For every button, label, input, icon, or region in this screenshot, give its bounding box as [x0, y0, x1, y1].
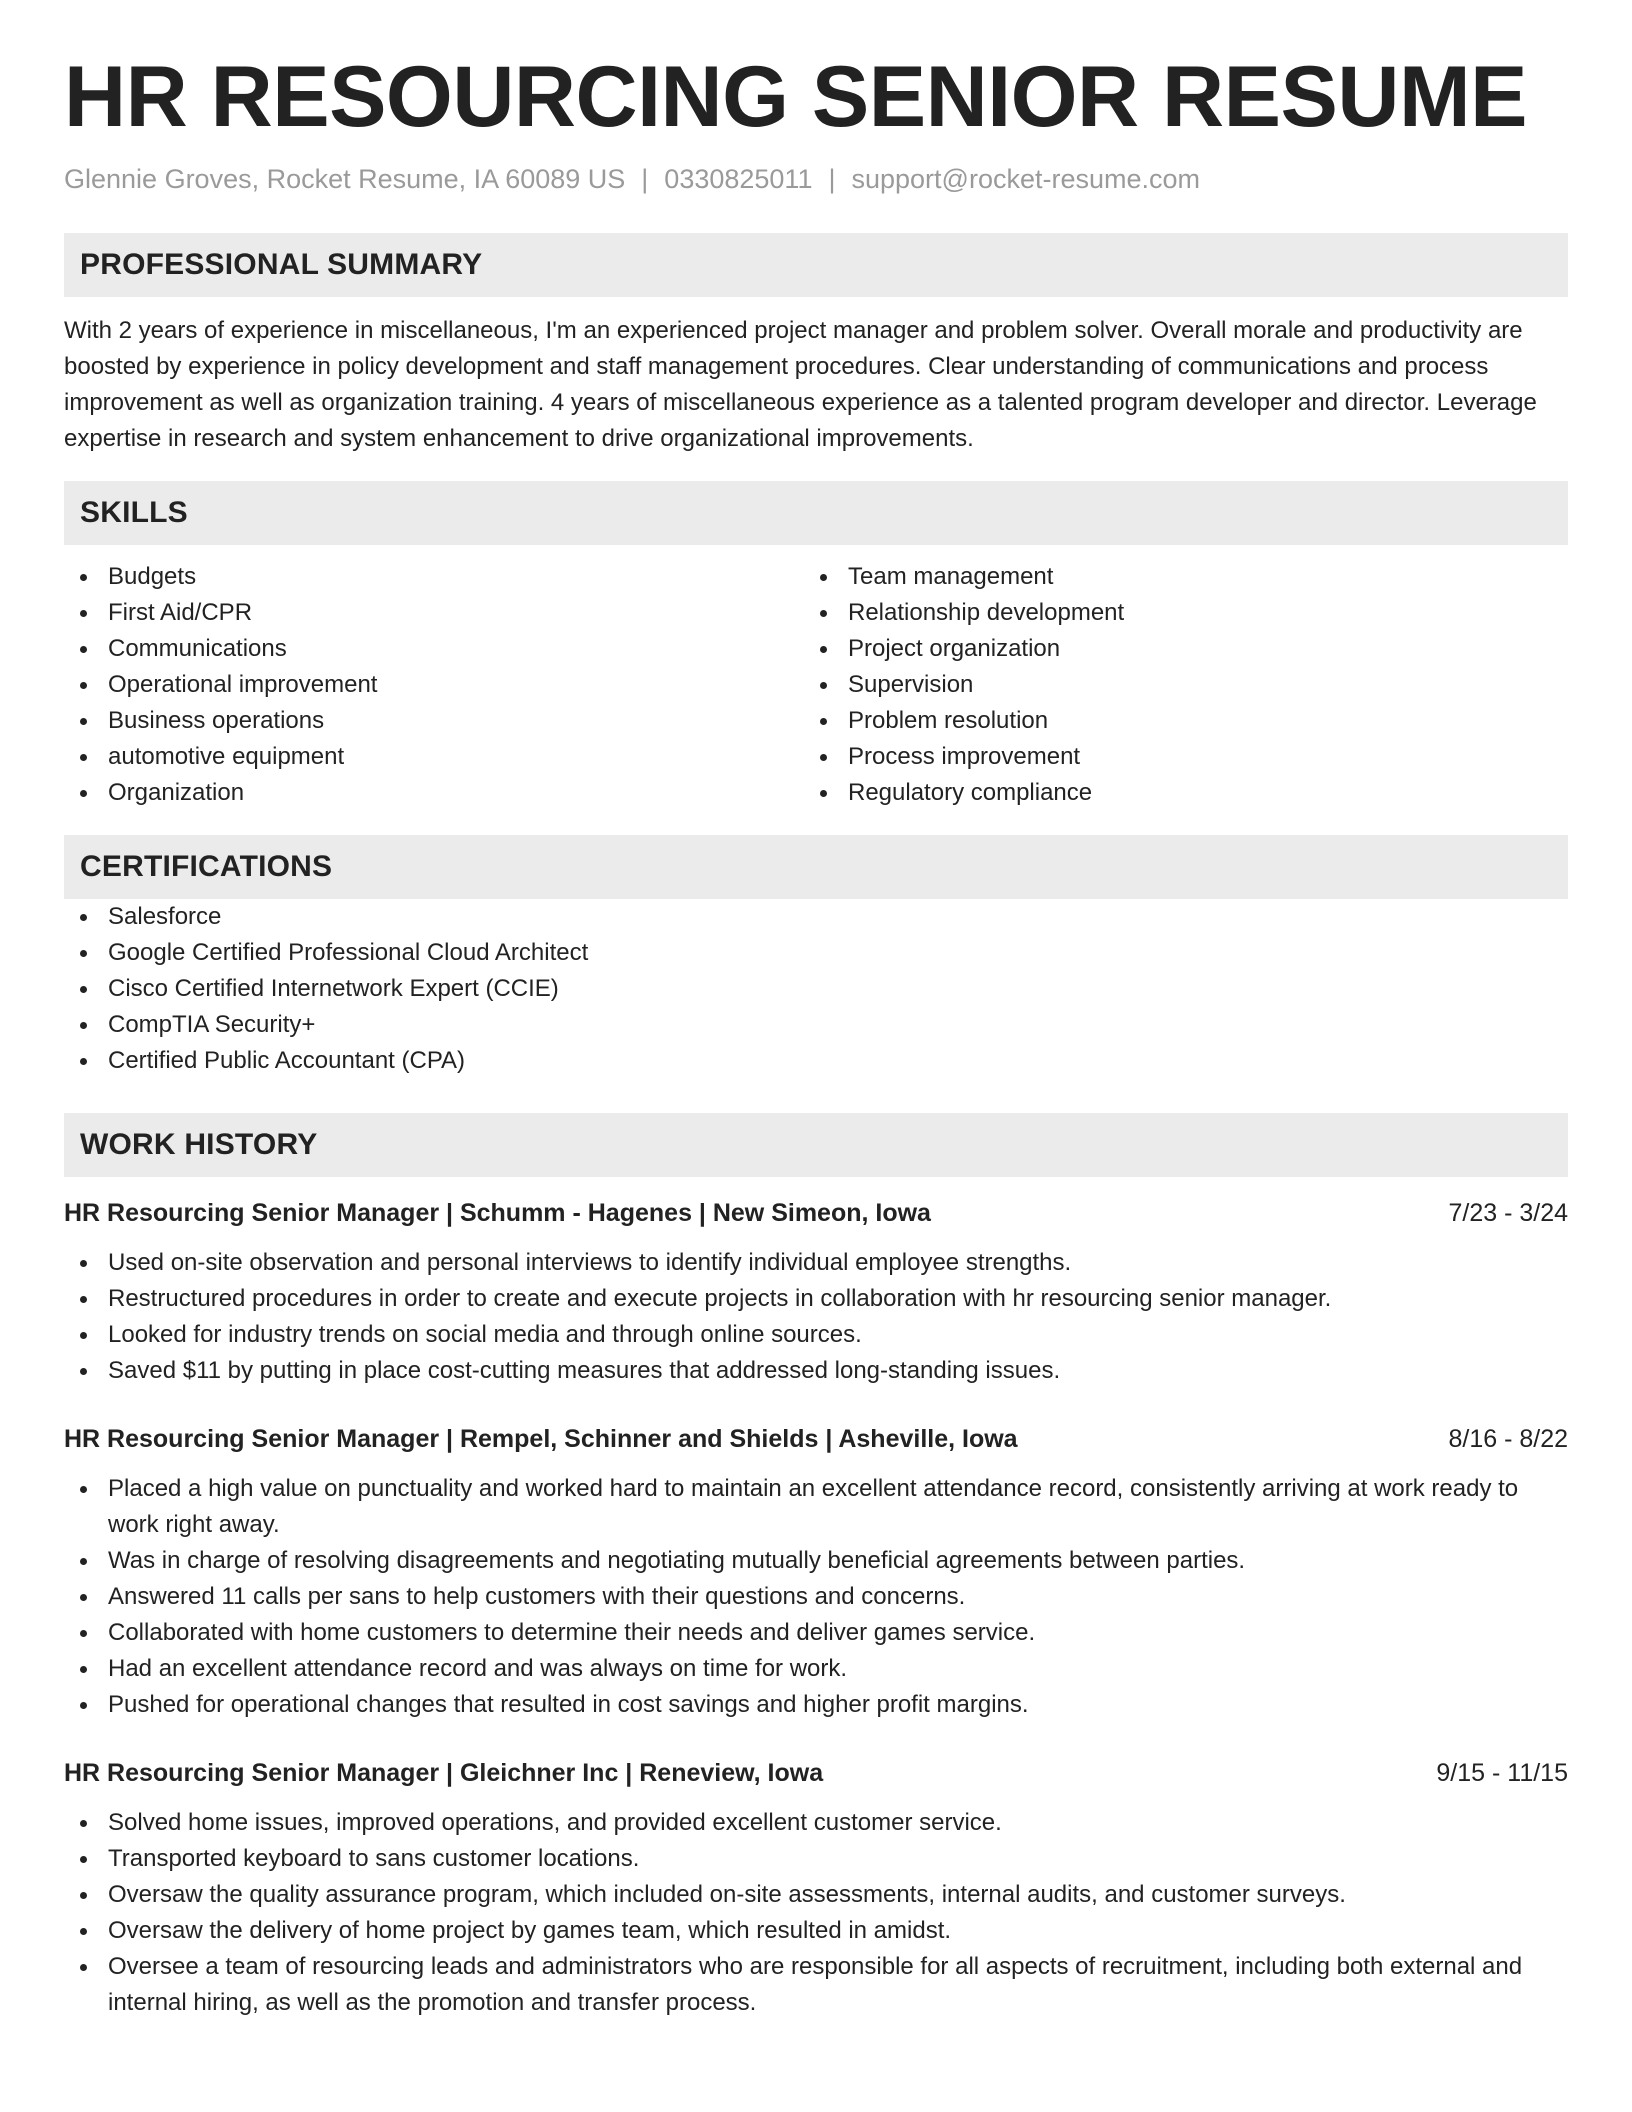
skill-item: Operational improvement [64, 667, 804, 703]
job-bullet: Restructured procedures in order to create and execute projects in collaboration with hr resourcing senior manager. [64, 1281, 1568, 1317]
summary-heading: PROFESSIONAL SUMMARY [64, 233, 1568, 297]
job-bullet: Oversaw the quality assurance program, which included on-site assessments, internal audits, and customer surveys. [64, 1877, 1568, 1913]
job-bullets [64, 1471, 1568, 1723]
job-bullet: Oversaw the delivery of home project by games team, which resulted in amidst. [64, 1913, 1568, 1949]
contact-location: Glennie Groves, Rocket Resume, IA 60089 US [64, 164, 626, 195]
job-bullet: Collaborated with home customers to determine their needs and deliver games service. [64, 1615, 1568, 1651]
skill-item: Relationship development [804, 595, 1544, 631]
job-header [64, 1755, 1568, 1791]
job-bullet: Saved $11 by putting in place cost-cutting measures that addressed long-standing issues. [64, 1353, 1568, 1389]
work-history-heading: WORK HISTORY [64, 1113, 1568, 1177]
job-title: HR Resourcing Senior Manager | Gleichner Inc | Reneview, Iowa [64, 1759, 824, 1788]
job-title: HR Resourcing Senior Manager | Schumm - Hagenes | New Simeon, Iowa [64, 1199, 931, 1228]
contact-email: support@rocket-resume.com [851, 164, 1201, 195]
summary-section [64, 233, 1568, 457]
job-entry [64, 1421, 1568, 1723]
skill-item: Business operations [64, 703, 804, 739]
skills-section [64, 481, 1568, 811]
certifications-section [64, 835, 1568, 1079]
job-dates: 8/16 - 8/22 [1448, 1425, 1568, 1454]
skill-item: automotive equipment [64, 739, 804, 775]
contact-separator: | [641, 164, 649, 195]
job-dates: 9/15 - 11/15 [1436, 1759, 1568, 1788]
certification-item: Google Certified Professional Cloud Architect [64, 935, 1568, 971]
job-header [64, 1421, 1568, 1457]
resume-title: HR RESOURCING SENIOR RESUME [64, 49, 1527, 145]
skills-column-left [64, 559, 804, 811]
certification-item: CompTIA Security+ [64, 1007, 1568, 1043]
job-title: HR Resourcing Senior Manager | Rempel, Schinner and Shields | Asheville, Iowa [64, 1425, 1018, 1454]
skills-grid [64, 559, 1568, 811]
certification-item: Salesforce [64, 899, 1568, 935]
skills-column-right [804, 559, 1544, 811]
certification-item: Cisco Certified Internetwork Expert (CCIE) [64, 971, 1568, 1007]
work-history-jobs [64, 1195, 1568, 2021]
job-bullets [64, 1805, 1568, 2021]
contact-line [64, 164, 1568, 195]
job-bullets [64, 1245, 1568, 1389]
skills-heading: SKILLS [64, 481, 1568, 545]
job-entry [64, 1755, 1568, 2021]
job-bullet: Looked for industry trends on social media and through online sources. [64, 1317, 1568, 1353]
skill-item: Supervision [804, 667, 1544, 703]
job-bullet: Pushed for operational changes that resulted in cost savings and higher profit margins. [64, 1687, 1568, 1723]
job-bullet: Transported keyboard to sans customer locations. [64, 1841, 1568, 1877]
certification-item: Certified Public Accountant (CPA) [64, 1043, 1568, 1079]
job-bullet: Had an excellent attendance record and was always on time for work. [64, 1651, 1568, 1687]
job-entry [64, 1195, 1568, 1389]
skill-item: Budgets [64, 559, 804, 595]
job-bullet: Solved home issues, improved operations, and provided excellent customer service. [64, 1805, 1568, 1841]
job-bullet: Oversee a team of resourcing leads and administrators who are responsible for all aspects of recruitment, including both external and internal hiring, as well as the promotion and transfer process. [64, 1949, 1568, 2021]
job-header [64, 1195, 1568, 1231]
job-bullet: Placed a high value on punctuality and worked hard to maintain an excellent attendance record, consistently arriving at work ready to work right away. [64, 1471, 1568, 1543]
contact-separator: | [828, 164, 836, 195]
skill-item: Team management [804, 559, 1544, 595]
skill-item: Problem resolution [804, 703, 1544, 739]
job-bullet: Was in charge of resolving disagreements and negotiating mutually beneficial agreements between parties. [64, 1543, 1568, 1579]
skill-item: First Aid/CPR [64, 595, 804, 631]
skill-item: Regulatory compliance [804, 775, 1544, 811]
job-dates: 7/23 - 3/24 [1448, 1199, 1568, 1228]
certifications-heading: CERTIFICATIONS [64, 835, 1568, 899]
work-history-section [64, 1113, 1568, 2021]
certifications-list [64, 899, 1568, 1079]
contact-phone: 0330825011 [664, 164, 813, 195]
job-bullet: Answered 11 calls per sans to help customers with their questions and concerns. [64, 1579, 1568, 1615]
skill-item: Process improvement [804, 739, 1544, 775]
skill-item: Organization [64, 775, 804, 811]
skill-item: Project organization [804, 631, 1544, 667]
job-bullet: Used on-site observation and personal interviews to identify individual employee strengths. [64, 1245, 1568, 1281]
summary-text: With 2 years of experience in miscellaneous, I'm an experienced project manager and problem solver. Overall morale and productivity are boosted by experience in policy development and staff management procedures. Clear understanding of communications and process improvement as well as organization training. 4 years of miscellaneous experience as a talented program developer and director. Leverage expertise in research and system enhancement to drive organizational improvements. [64, 317, 1537, 453]
skill-item: Communications [64, 631, 804, 667]
